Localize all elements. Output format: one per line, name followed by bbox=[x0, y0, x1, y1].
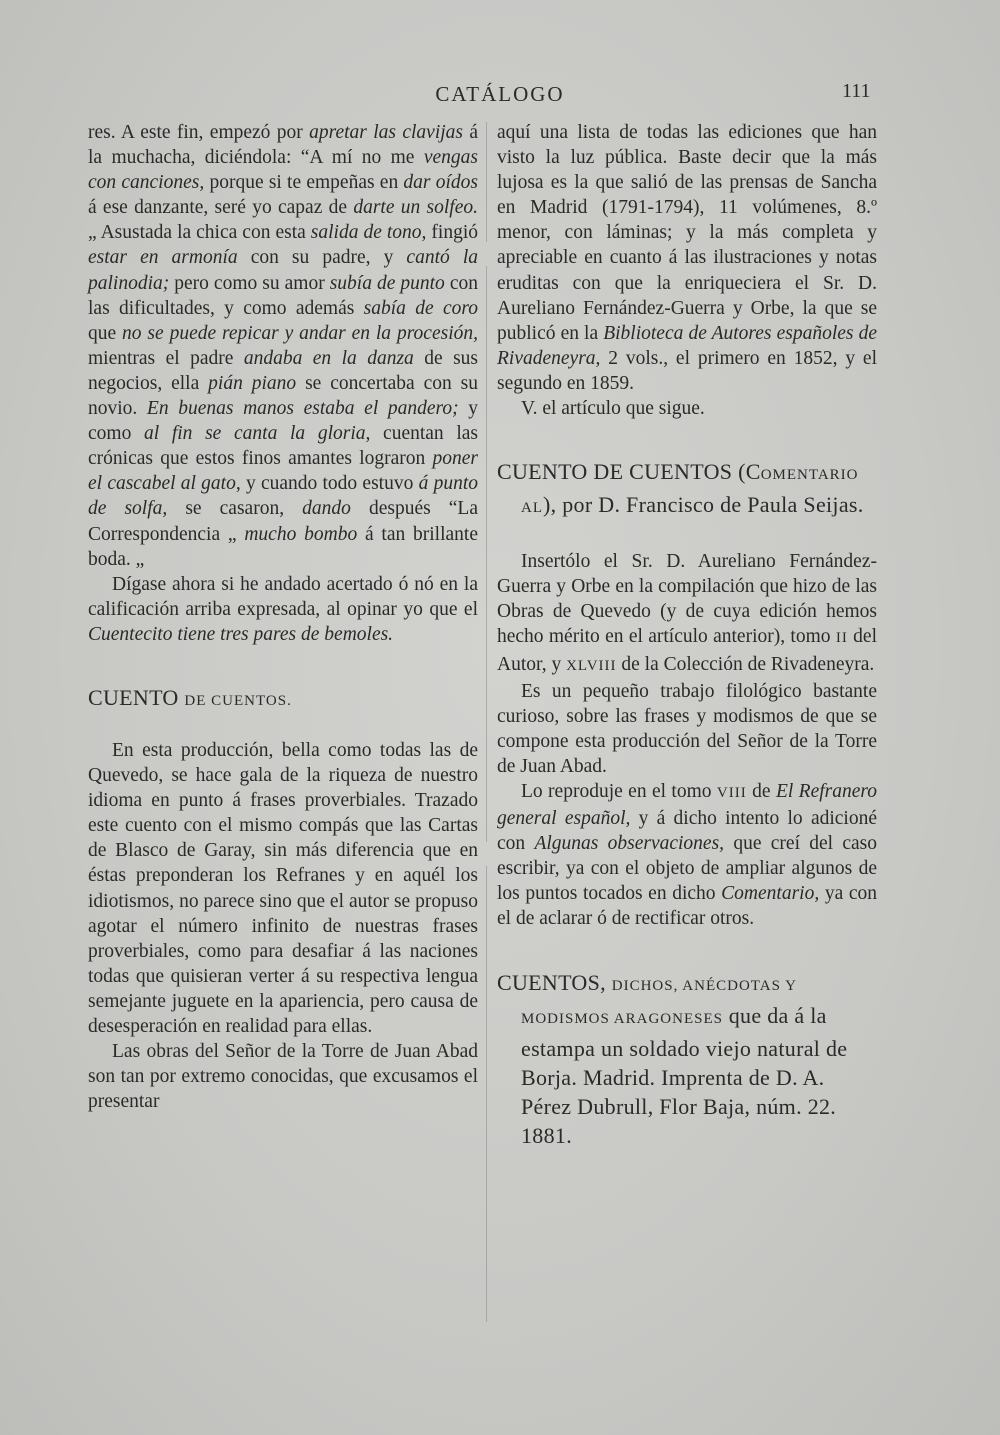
italic-run: á punto de solfa, bbox=[88, 473, 479, 520]
italic-run: Comentario, bbox=[721, 883, 820, 905]
italic-run: no se puede repicar y andar en la procesión, bbox=[122, 322, 479, 344]
italic-run: En buenas manos estaba el pandero; bbox=[146, 398, 459, 420]
italic-run: al fin se canta la gloria, bbox=[144, 423, 371, 445]
column-divider bbox=[486, 122, 487, 1322]
heading-main: CUENTO bbox=[88, 684, 185, 710]
italic-run: salida de tono, bbox=[310, 222, 427, 244]
italic-run: andaba en la danza bbox=[243, 347, 414, 369]
italic-run: subía de punto bbox=[329, 272, 445, 294]
italic-run: darte un solfeo. bbox=[353, 197, 478, 219]
small-caps-run: VIII bbox=[716, 784, 747, 801]
entry-heading-comentario: CUENTO DE CUENTOS (COMENTARIO AL), por D. Francisco de Paula Seijas. bbox=[497, 459, 864, 518]
small-caps-run: XLVIII bbox=[566, 657, 617, 674]
italic-run: dando bbox=[302, 498, 351, 520]
page-number: 111 bbox=[842, 80, 871, 102]
running-header: CATÁLOGO bbox=[435, 82, 565, 106]
italic-run: poner el cascabel al gato, bbox=[88, 448, 478, 495]
cross-reference: V. el artículo que sigue. bbox=[521, 398, 705, 420]
italic-run: dar oídos bbox=[403, 172, 478, 194]
italic-run: estar en armonía bbox=[88, 247, 238, 269]
entry-heading-cuentos-aragoneses: CUENTOS, DICHOS, ANÉCDOTAS Y MODISMOS ARAGONESES que da á la estampa un soldado viejo natural de Borja. Madrid. Imprenta de D. A. Pérez Dubrull, Flor Baja, núm. 22. 1881. bbox=[497, 969, 848, 1148]
italic-run: Biblioteca de Autores españoles de Rivadeneyra, bbox=[497, 322, 877, 369]
italic-run: cantó la palinodia; bbox=[88, 247, 478, 294]
italic-run: pián piano bbox=[208, 372, 297, 394]
paragraph-editions: aquí una lista de todas las ediciones que han visto la luz pública. Baste decir que la más lujosa es la que salió de las prensas de Sancha en Madrid (1791-1794), 11 volúmenes, 8.º menor, con láminas; y la más completa y apreciable en cuanto á las ilustraciones y notas eruditas con que la enriqueciera el Sr. D. Aureliano Fernández-Guerra y Orbe, la que se publicó en la Biblioteca de Autores españoles de Rivadeneyra, 2 vols., el primero en 1852, y el segundo en 1859. bbox=[497, 122, 877, 394]
italic-run: Algunas observaciones, bbox=[534, 833, 725, 855]
entry-reproduction-note: Lo reproduje en el tomo VIII de El Refranero general español, y á dicho intento lo adicioné con Algunas observaciones, que creí del caso escribir, ya con el objeto de ampliar algunos de los puntos tocados en dicho Comentario, ya con el de aclarar ó de rectificar otros. bbox=[497, 780, 878, 930]
entry-heading-cuento-de-cuentos bbox=[88, 683, 478, 716]
italic-run: apretar las clavijas bbox=[309, 122, 463, 143]
italic-run: sabía de coro bbox=[363, 297, 478, 319]
italic-run: mucho bombo bbox=[244, 523, 358, 545]
italic-run: vengas con canciones, bbox=[88, 147, 478, 194]
heading-small-caps: DE CUENTOS. bbox=[184, 692, 292, 709]
small-caps-run: OMENTARIO AL bbox=[521, 467, 859, 517]
entry-description: En esta producción, bella como todas las de Quevedo, se hace gala de la riqueza de nuestro idioma en punto á frases proverbiales. Trazado este cuento con el mismo compás que las Cartas de Blasco de Garay, sin más diferencia que en éstas preponderan los Refranes y en aquél los idiotismos, no parece sino que el autor se propuso agotar el número infinito de nuestras frases proverbiales, como para desafiar á las naciones todas que quisieran verter á su respectiva lengua semejante juguete en la apariencia, pero causa de desesperación en realidad para ellas. bbox=[88, 739, 478, 1037]
entry-description: Es un pequeño trabajo filológico bastante curioso, sobre las frases y modismos de que se compone esta producción del Señor de la Torre de Juan Abad. bbox=[497, 680, 877, 777]
left-column bbox=[88, 120, 478, 1114]
paragraph-conclusion: Dígase ahora si he andado acertado ó nó en la calificación arriba expresada, al opinar yo que el Cuentecito tiene tres pares de bemoles. bbox=[88, 573, 478, 645]
italic-run: El Refranero general español, bbox=[497, 780, 878, 830]
entry-description-continued: Las obras del Señor de la Torre de Juan Abad son tan por extremo conocidas, que excusamos el presentar bbox=[88, 1041, 478, 1113]
right-column bbox=[497, 120, 877, 1150]
small-caps-run: DICHOS, ANÉCDOTAS Y MODISMOS ARAGONESES bbox=[521, 977, 797, 1027]
small-caps-run: II bbox=[835, 630, 848, 647]
italic-run: Cuentecito tiene tres pares de bemoles. bbox=[88, 623, 394, 645]
entry-insertion-note: Insertólo el Sr. D. Aureliano Fernández-Guerra y Orbe en la compilación que hizo de las Obras de Quevedo (y de cuya edición hemos hecho mérito en el artículo anterior), tomo II del Autor, y XLVIII de la Colección de Rivadeneyra. bbox=[497, 551, 877, 675]
paragraph-continued: res. A este fin, empezó por apretar las clavijas á la muchacha, diciéndola: “A mí no me vengas con canciones, porque si te empeñas en dar oídos á ese danzante, seré yo capaz de darte un solfeo. „ Asustada la chica con esta salida de tono, fingió estar en armonía con su padre, y cantó la palinodia; pero como su amor subía de punto con las dificultades, y como además sabía de coro que no se puede repicar y andar en la procesión, mientras el padre andaba en la danza de sus negocios, ella pián piano se concertaba con su novio. En buenas manos estaba el pandero; y como al fin se canta la gloria, cuentan las crónicas que estos finos amantes lograron poner el cascabel al gato, y cuando todo estuvo á punto de solfa, se casaron, dando después “La Correspondencia „ mucho bombo á tan brillante boda. „ bbox=[88, 122, 479, 570]
